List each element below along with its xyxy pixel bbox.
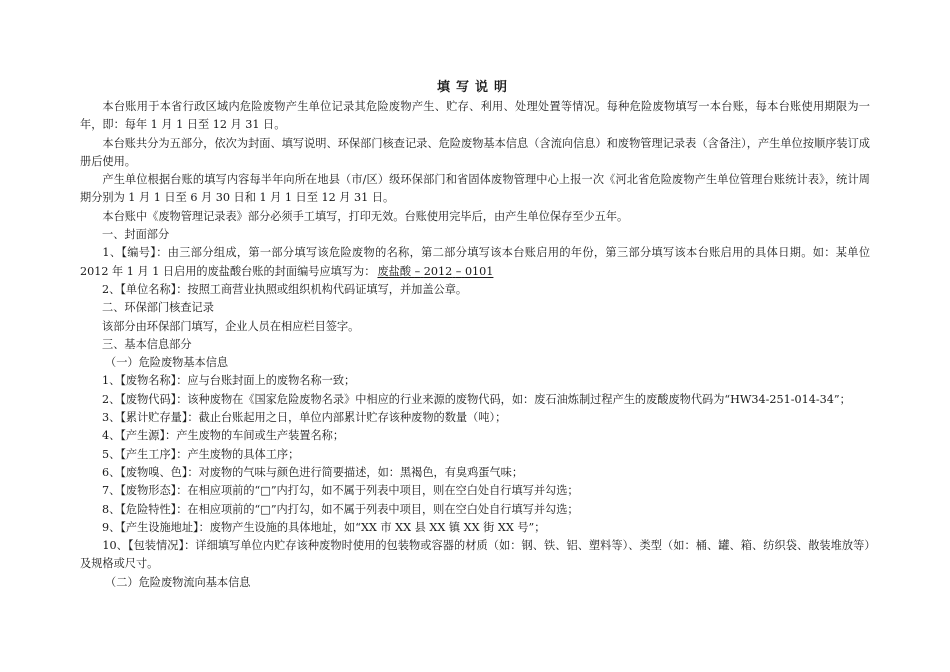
code-date: 0101 — [464, 264, 494, 278]
code-year: 2012 — [423, 264, 453, 278]
code-name: 废盐酸 — [377, 264, 412, 278]
basic-info-item-5: 5、【产生工序】：产生废物的具体工序； — [102, 447, 300, 461]
section-1-item-2: 2、【单位名称】：按照工商营业执照或组织机构代码证填写，并加盖公章。 — [102, 282, 468, 296]
section-3-subheading-2: （二）危险废物流向基本信息 — [105, 575, 251, 589]
intro-paragraph-4: 本台账中《废物管理记录表》部分必须手工填写，打印无效。台账使用完毕后，由产生单位保存至少五年。 — [102, 209, 629, 223]
basic-info-item-8: 8、【危险特性】：在相应项前的“□”内打勾，如不属于列表中项目，则在空白处自行填写并勾选； — [102, 502, 579, 516]
item-1-text: 1、【编号】：由三部分组成，第一部分填写该危险废物的名称，第二部分填写该本台账启用的年份，第三部分填写该本台账启用的具体日期。如：某单位 2012 年 1 月 1 日启用的废盐酸台账的封面编号应填写为： — [80, 246, 870, 278]
cover-number-example — [375, 265, 495, 278]
basic-info-item-2: 2、【废物代码】：该种废物在《国家危险废物名录》中相应的行业来源的废物代码，如：废石油炼制过程产生的废酸废物代码为“HW34-251-014-34”； — [102, 392, 851, 406]
section-1-heading: 一、封面部分 — [102, 228, 170, 242]
basic-info-item-9: 9、【产生设施地址】：废物产生设施的具体地址，如“XX 市 XX 县 XX 镇 XX 街 XX 号”； — [102, 520, 546, 534]
section-2-text: 该部分由环保部门填写，企业人员在相应栏目签字。 — [102, 319, 360, 333]
basic-info-item-1: 1、【废物名称】：应与台账封面上的废物名称一致； — [102, 374, 356, 388]
basic-info-item-10: 10、【包装情况】：详细填写单位内贮存该种废物时使用的包装物或容器的材质（如：钢、铁、铝、塑料等）、类型（如：桶、罐、箱、纺织袋、散装堆放等）及规格或尺寸。 — [80, 539, 870, 571]
section-3-subheading-1: （一）危险废物基本信息 — [105, 356, 229, 370]
intro-paragraph-1: 本台账用于本省行政区域内危险废物产生单位记录其危险废物产生、贮存、利用、处理处置等情况。每种危险废物填写一本台账，每本台账使用期限为一年，即：每年 1 月 1 日至 12 月 31 日。 — [80, 100, 870, 132]
basic-info-item-6: 6、【废物嗅、色】：对废物的气味与颜色进行简要描述，如：黑褐色，有臭鸡蛋气味； — [102, 465, 524, 479]
basic-info-item-3: 3、【累计贮存量】：截止台账起用之日，单位内部累计贮存该种废物的数量（吨）； — [102, 411, 507, 425]
code-separator-2: – — [455, 264, 462, 278]
document-page — [80, 78, 870, 592]
section-3-heading: 三、基本信息部分 — [102, 337, 192, 351]
code-separator-1: – — [414, 264, 421, 278]
basic-info-item-4: 4、【产生源】：产生废物的车间或生产装置名称； — [102, 429, 345, 443]
section-1-item-1 — [80, 244, 870, 281]
intro-paragraph-2: 本台账共分为五部分，依次为封面、填写说明、环保部门核查记录、危险废物基本信息（含流向信息）和废物管理记录表（含备注），产生单位按顺序装订成册后使用。 — [80, 136, 870, 168]
basic-info-item-7: 7、【废物形态】：在相应项前的“□”内打勾，如不属于列表中项目，则在空白处自行填写并勾选； — [102, 484, 579, 498]
section-2-heading: 二、环保部门核查记录 — [102, 301, 214, 315]
intro-paragraph-3: 产生单位根据台账的填写内容每半年向所在地县（市/区）级环保部门和省固体废物管理中心上报一次《河北省危险废物产生单位管理台账统计表》，统计周期分别为 1 月 1 日至 6 月 30 日和 1 月 1 日至 12 月 31 日。 — [80, 173, 870, 205]
page-title: 填写说明 — [436, 80, 513, 95]
